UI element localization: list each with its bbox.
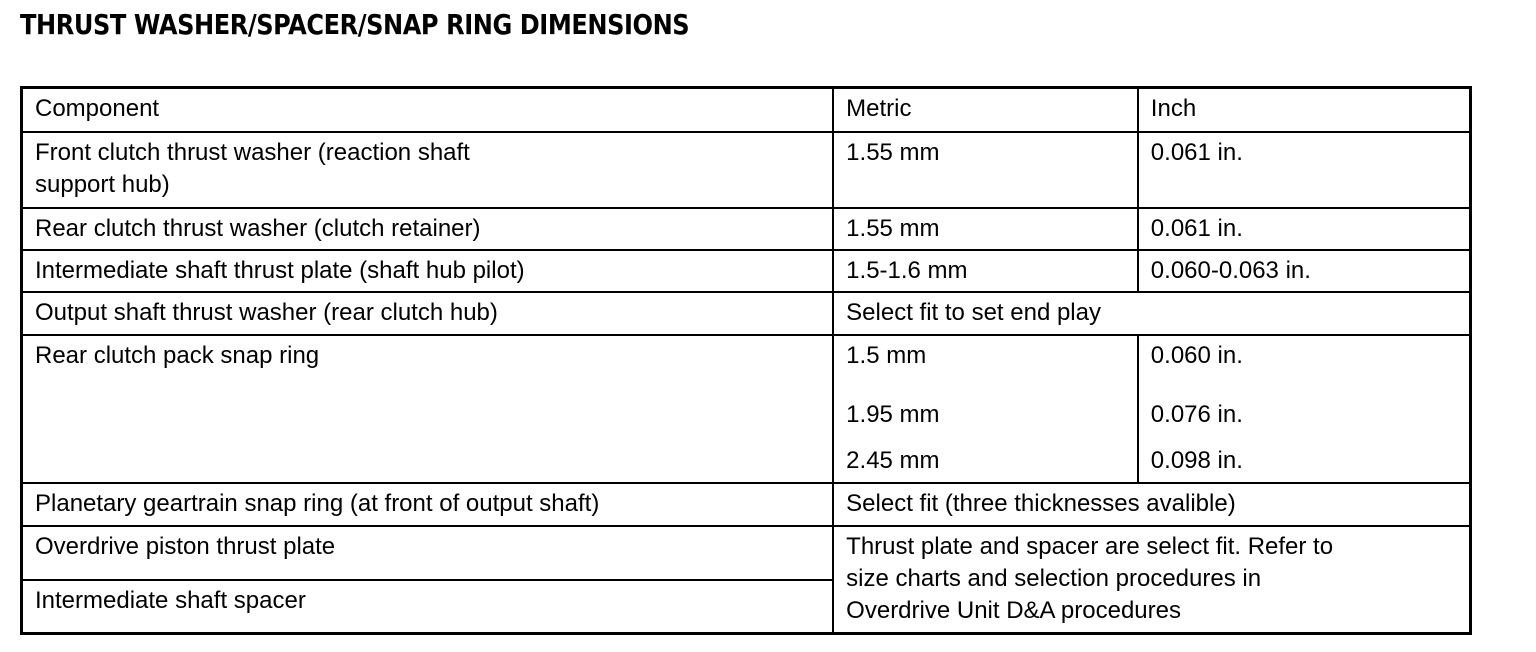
dimensions-table xyxy=(20,86,1472,635)
inch-cell xyxy=(1138,335,1471,483)
metric-cell xyxy=(833,335,1138,483)
component-cell: Output shaft thrust washer (rear clutch hub) xyxy=(22,292,834,335)
component-cell: Rear clutch pack snap ring xyxy=(22,335,834,483)
inch-cell: 0.061 in. xyxy=(1138,208,1471,250)
table-row xyxy=(22,208,1471,250)
header-inch: Inch xyxy=(1138,88,1471,132)
note-cell: Select fit to set end play xyxy=(833,292,1470,335)
header-component: Component xyxy=(22,88,834,132)
inch-cell: 0.060-0.063 in. xyxy=(1138,250,1471,292)
component-cell: Intermediate shaft spacer xyxy=(22,580,834,634)
component-cell: Planetary geartrain snap ring (at front of output shaft) xyxy=(22,483,834,526)
metric-value: 1.95 mm xyxy=(846,400,940,428)
note-cell: Select fit (three thicknesses avalible) xyxy=(833,483,1470,526)
note-text-line: Overdrive Unit D&A procedures xyxy=(846,596,1181,624)
component-text-line: Front clutch thrust washer (reaction shaft xyxy=(35,138,470,166)
page-title: THRUST WASHER/SPACER/SNAP RING DIMENSIONS xyxy=(20,8,690,41)
inch-value: 0.098 in. xyxy=(1150,446,1243,474)
component-cell: Intermediate shaft thrust plate (shaft hub pilot) xyxy=(22,250,834,292)
table-row xyxy=(22,335,1471,483)
note-text-line: Thrust plate and spacer are select fit. Refer to xyxy=(846,532,1334,560)
metric-value: 1.5 mm xyxy=(846,341,927,369)
table-row xyxy=(22,132,1471,208)
component-text-line: support hub) xyxy=(35,170,170,198)
metric-cell: 1.55 mm xyxy=(833,132,1138,208)
table-row xyxy=(22,250,1471,292)
component-cell: Rear clutch thrust washer (clutch retainer) xyxy=(22,208,834,250)
metric-cell: 1.55 mm xyxy=(833,208,1138,250)
inch-cell: 0.061 in. xyxy=(1138,132,1471,208)
component-cell: Overdrive piston thrust plate xyxy=(22,526,834,580)
table-header-row xyxy=(22,88,1471,132)
note-text-line: size charts and selection procedures in xyxy=(846,564,1262,592)
table-row xyxy=(22,292,1471,335)
note-cell xyxy=(833,526,1470,634)
table-row xyxy=(22,526,1471,580)
metric-cell: 1.5-1.6 mm xyxy=(833,250,1138,292)
table-row xyxy=(22,483,1471,526)
metric-value: 2.45 mm xyxy=(846,446,940,474)
inch-value: 0.076 in. xyxy=(1150,400,1243,428)
component-cell xyxy=(22,132,834,208)
header-metric: Metric xyxy=(833,88,1138,132)
inch-value: 0.060 in. xyxy=(1150,341,1243,369)
